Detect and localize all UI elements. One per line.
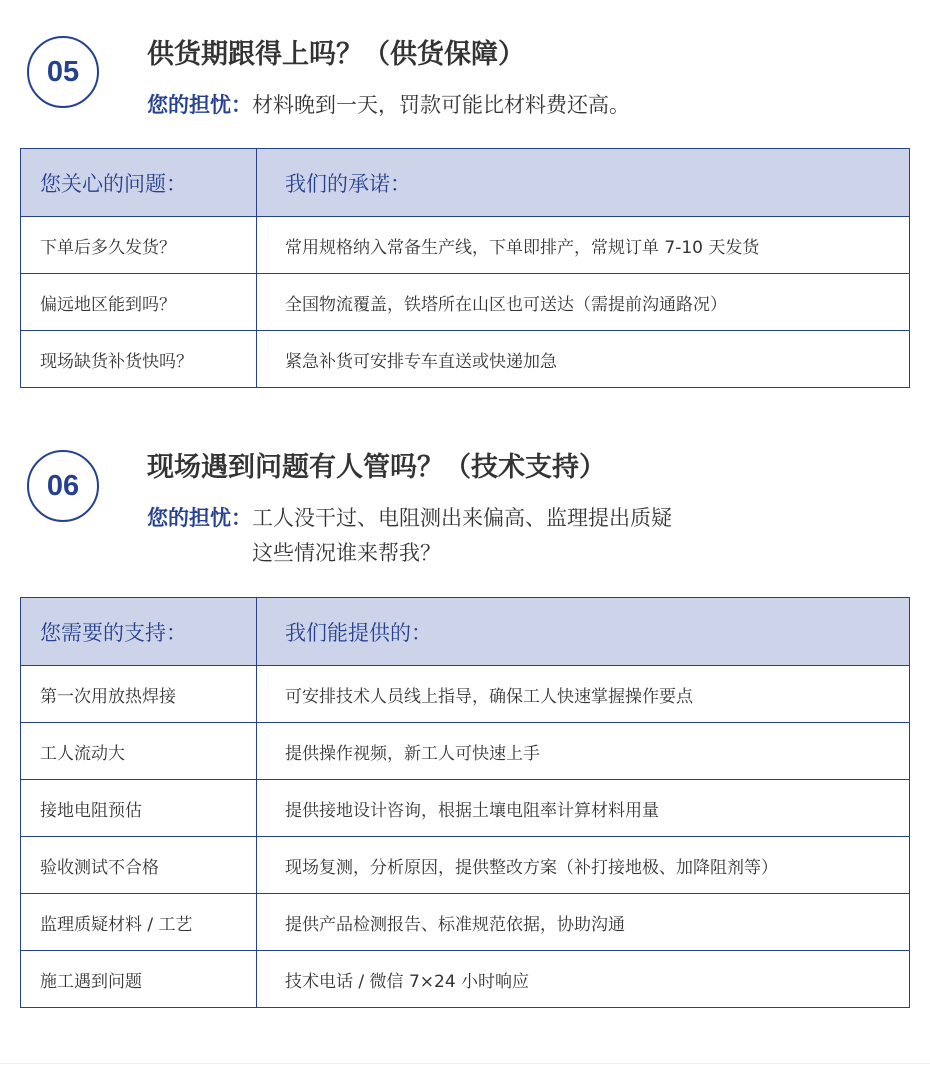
table-cell-answer: 常用规格纳入常备生产线，下单即排产，常规订单 7-10 天发货 [257,217,910,274]
section-number-badge: 06 [27,450,99,522]
table-cell-question: 监理质疑材料 / 工艺 [21,894,257,951]
section-title: 现场遇到问题有人管吗？（技术支持） [147,452,606,483]
concern-line: 材料晚到一天，罚款可能比材料费还高。 [252,93,630,117]
table-row [21,951,910,1008]
supply-table [20,148,910,388]
table-cell-question: 第一次用放热焊接 [21,666,257,723]
concern-label: 您的担忧： [147,93,252,117]
bottom-divider [0,1063,930,1064]
concern-line: 工人没干过、电阻测出来偏高、监理提出质疑 [252,506,672,530]
table-row [21,837,910,894]
section-title: 供货期跟得上吗？（供货保障） [147,39,525,70]
concern-text [252,88,630,123]
table-cell-answer: 提供操作视频，新工人可快速上手 [257,723,910,780]
table-cell-answer: 现场复测，分析原因，提供整改方案（补打接地极、加降阻剂等） [257,837,910,894]
concern-block [147,501,672,571]
table-header-row [21,598,910,666]
table-cell-answer: 提供产品检测报告、标准规范依据，协助沟通 [257,894,910,951]
table-cell-answer: 可安排技术人员线上指导，确保工人快速掌握操作要点 [257,666,910,723]
table-cell-answer: 全国物流覆盖，铁塔所在山区也可送达（需提前沟通路况） [257,274,910,331]
table-cell-question: 偏远地区能到吗？ [21,274,257,331]
column-header-question: 您关心的问题： [21,149,257,217]
table-row [21,217,910,274]
table-cell-answer: 提供接地设计咨询，根据土壤电阻率计算材料用量 [257,780,910,837]
column-header-offer: 我们能提供的： [257,598,910,666]
table-cell-question: 接地电阻预估 [21,780,257,837]
table-row [21,894,910,951]
table-cell-question: 下单后多久发货？ [21,217,257,274]
concern-block [147,88,630,123]
table-row [21,666,910,723]
table-cell-question: 现场缺货补货快吗？ [21,331,257,388]
table-row [21,780,910,837]
table-row [21,274,910,331]
concern-text [252,501,672,571]
concern-label: 您的担忧： [147,506,252,530]
table-cell-answer: 技术电话 / 微信 7×24 小时响应 [257,951,910,1008]
tech-support-table [20,597,910,1008]
section-number-badge: 05 [27,36,99,108]
column-header-need: 您需要的支持： [21,598,257,666]
table-cell-question: 施工遇到问题 [21,951,257,1008]
table-header-row [21,149,910,217]
table-cell-question: 工人流动大 [21,723,257,780]
table-cell-question: 验收测试不合格 [21,837,257,894]
table-row [21,331,910,388]
column-header-promise: 我们的承诺： [257,149,910,217]
table-cell-answer: 紧急补货可安排专车直送或快递加急 [257,331,910,388]
table-row [21,723,910,780]
concern-line: 这些情况谁来帮我？ [252,541,441,565]
